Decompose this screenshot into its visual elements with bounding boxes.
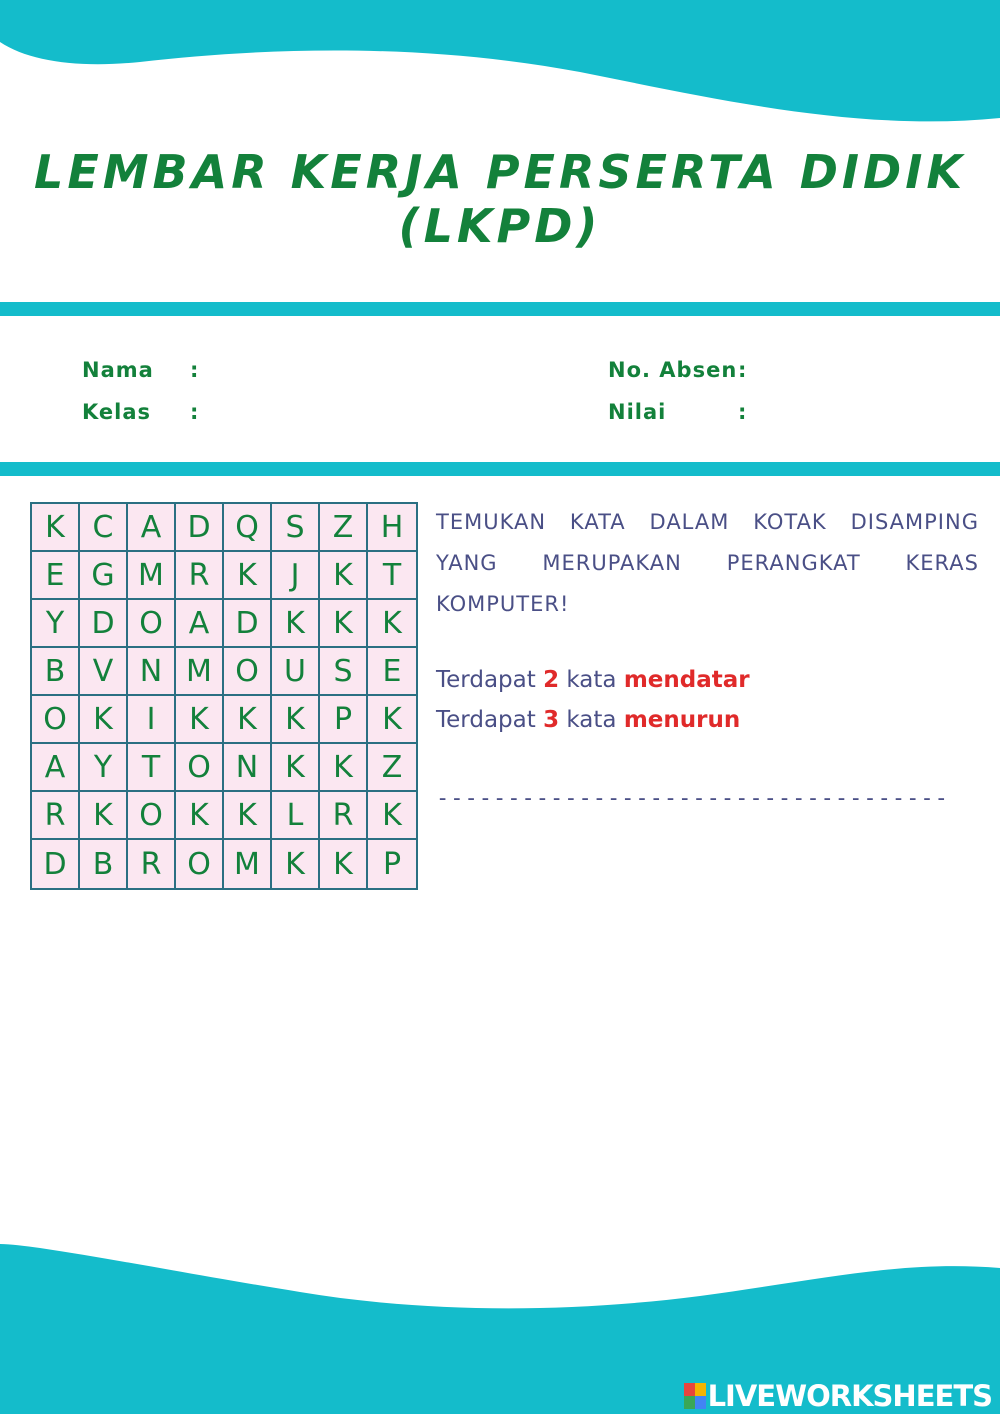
grid-cell[interactable]: D (32, 840, 80, 888)
vertical-count: 3 (543, 707, 560, 733)
grid-cell[interactable]: K (272, 600, 320, 648)
grid-cell[interactable]: E (368, 648, 416, 696)
grid-cell[interactable]: R (128, 840, 176, 888)
grid-cell[interactable]: S (272, 504, 320, 552)
grid-cell[interactable]: H (368, 504, 416, 552)
vertical-direction: menurun (623, 707, 741, 733)
grid-cell[interactable]: Y (80, 744, 128, 792)
grid-cell[interactable]: K (176, 792, 224, 840)
horizontal-count: 2 (543, 667, 560, 693)
nama-field (82, 358, 200, 382)
grid-cell[interactable]: K (272, 840, 320, 888)
grid-cell[interactable]: A (32, 744, 80, 792)
grid-cell[interactable]: K (272, 696, 320, 744)
nilai-field (608, 400, 748, 424)
grid-cell[interactable]: S (320, 648, 368, 696)
horizontal-word-count (436, 667, 750, 693)
grid-cell[interactable]: O (128, 600, 176, 648)
grid-cell[interactable]: Y (32, 600, 80, 648)
grid-cell[interactable]: J (272, 552, 320, 600)
grid-cell[interactable]: K (368, 600, 416, 648)
horizontal-direction: mendatar (623, 667, 750, 693)
grid-cell[interactable]: K (320, 600, 368, 648)
grid-cell[interactable]: R (320, 792, 368, 840)
grid-cell[interactable]: M (224, 840, 272, 888)
grid-cell[interactable]: N (224, 744, 272, 792)
grid-cell[interactable]: E (32, 552, 80, 600)
page-title-line-1: LEMBAR KERJA PERSERTA DIDIK (34, 145, 966, 199)
no-absen-field (608, 358, 748, 382)
grid-cell[interactable]: T (128, 744, 176, 792)
header-divider-bottom (0, 462, 1000, 476)
nilai-label: Nilai (608, 400, 667, 424)
grid-cell[interactable]: C (80, 504, 128, 552)
grid-cell[interactable]: D (80, 600, 128, 648)
grid-cell[interactable]: K (176, 696, 224, 744)
kelas-field (82, 400, 200, 424)
grid-cell[interactable]: R (32, 792, 80, 840)
grid-cell[interactable]: M (176, 648, 224, 696)
grid-cell[interactable]: R (176, 552, 224, 600)
grid-cell[interactable]: A (128, 504, 176, 552)
header-divider-top (0, 302, 1000, 316)
grid-cell[interactable]: U (272, 648, 320, 696)
grid-cell[interactable]: K (32, 504, 80, 552)
grid-cell[interactable]: G (80, 552, 128, 600)
grid-cell[interactable]: O (176, 840, 224, 888)
nilai-colon: : (738, 400, 748, 424)
top-wave-decoration (0, 0, 1000, 140)
grid-cell[interactable]: A (176, 600, 224, 648)
grid-cell[interactable]: P (382, 846, 402, 882)
page-title-line-2: (LKPD) (398, 199, 602, 253)
grid-cell[interactable]: B (32, 648, 80, 696)
no-absen-colon: : (738, 358, 748, 382)
grid-cell[interactable]: O (224, 648, 272, 696)
grid-cell[interactable]: I (128, 696, 176, 744)
instruction-text: TEMUKAN KATA DALAM KOTAK DISAMPING YANG MERUPAKAN PERANGKAT KERAS KOMPUTER! (436, 510, 979, 616)
grid-cell[interactable]: K (80, 696, 128, 744)
word-search-grid (30, 502, 418, 890)
grid-cell[interactable]: N (128, 648, 176, 696)
horizontal-prefix: Terdapat (436, 667, 536, 693)
grid-cell[interactable]: K (224, 552, 272, 600)
grid-cell[interactable]: O (32, 696, 80, 744)
grid-cell[interactable]: K (80, 792, 128, 840)
grid-cell[interactable]: K (368, 792, 416, 840)
grid-cell[interactable]: Z (320, 504, 368, 552)
liveworksheets-brand[interactable] (684, 1376, 992, 1416)
grid-cell[interactable]: P (320, 696, 368, 744)
grid-cell[interactable]: K (224, 696, 272, 744)
horizontal-middle: kata (566, 667, 617, 693)
nama-label: Nama (82, 358, 154, 382)
liveworksheets-text: LIVEWORKSHEETS (707, 1379, 992, 1413)
grid-cell[interactable]: Q (224, 504, 272, 552)
grid-cell[interactable]: D (224, 600, 272, 648)
kelas-colon: : (190, 400, 200, 424)
nama-colon: : (190, 358, 200, 382)
grid-cell[interactable]: K (320, 552, 368, 600)
liveworksheets-logo-icon (684, 1383, 706, 1409)
page-title (0, 145, 1000, 253)
vertical-prefix: Terdapat (436, 707, 536, 733)
grid-cell[interactable]: K (224, 792, 272, 840)
grid-cell[interactable]: K (320, 744, 368, 792)
grid-cell[interactable]: Z (368, 744, 416, 792)
grid-cell[interactable]: V (80, 648, 128, 696)
answer-line[interactable]: ------------------------------------ (436, 786, 949, 811)
kelas-label: Kelas (82, 400, 152, 424)
grid-cell[interactable]: D (176, 504, 224, 552)
no-absen-label: No. Absen (608, 358, 738, 382)
grid-cell[interactable]: K (320, 840, 368, 888)
grid-cell[interactable]: O (128, 792, 176, 840)
grid-cell[interactable]: B (80, 840, 128, 888)
grid-cell[interactable]: O (176, 744, 224, 792)
vertical-middle: kata (566, 707, 617, 733)
grid-cell[interactable]: M (128, 552, 176, 600)
grid-cell[interactable]: L (272, 792, 320, 840)
grid-cell[interactable]: K (368, 696, 416, 744)
grid-cell[interactable]: T (368, 552, 416, 600)
grid-cell[interactable]: K (272, 744, 320, 792)
vertical-word-count (436, 707, 740, 733)
